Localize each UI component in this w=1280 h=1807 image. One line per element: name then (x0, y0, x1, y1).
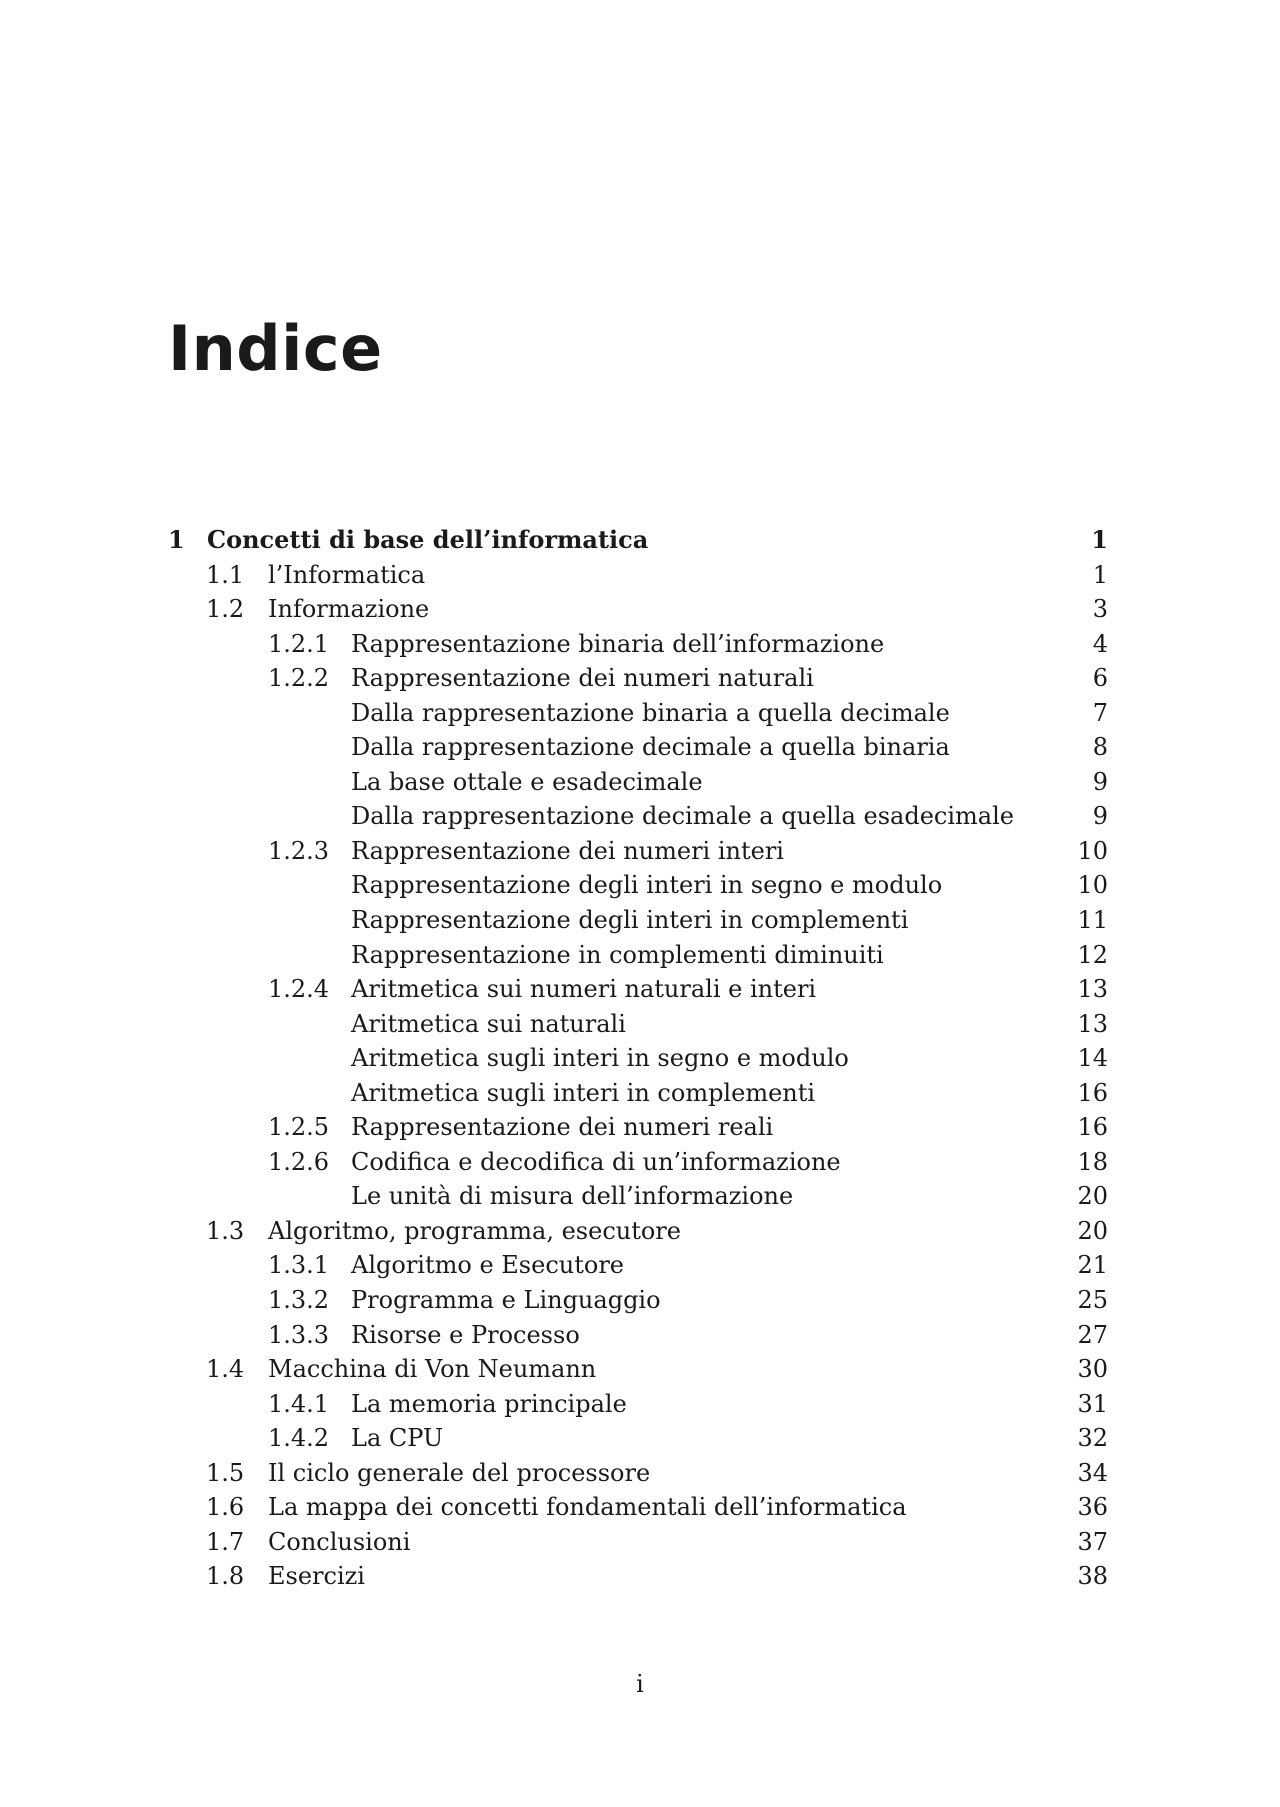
toc-entry-title: Rappresentazione binaria dell’informazione (351, 629, 885, 658)
toc-entry-section[interactable] (168, 1352, 1108, 1387)
toc-entry-title: Dalla rappresentazione decimale a quella esadecimale (351, 802, 1014, 831)
toc-entry-title: Informazione (268, 595, 430, 624)
toc-entry-page: 14 (1077, 1044, 1108, 1073)
toc-entry-page: 13 (1077, 1009, 1108, 1038)
page-number: i (636, 1670, 644, 1698)
toc-entry-page: 21 (1077, 1251, 1108, 1280)
toc-entry-number: 1.2.6 (268, 1147, 330, 1176)
toc-entry-page: 11 (1077, 906, 1108, 935)
toc-entry-paragraph[interactable] (168, 903, 1108, 938)
toc-entry-title: Rappresentazione dei numeri interi (351, 836, 784, 865)
toc-entry-subsection[interactable] (168, 834, 1108, 869)
toc-entry-number: 1.1 (206, 560, 245, 589)
page-title: Indice (168, 312, 383, 385)
toc-entry-paragraph[interactable] (168, 1076, 1108, 1111)
toc-entry-title: Aritmetica sui naturali (351, 1009, 626, 1038)
toc-entry-title: Aritmetica sui numeri naturali e interi (351, 975, 817, 1004)
toc-entry-page: 7 (1092, 698, 1108, 727)
toc-entry-title: Le unità di misura dell’informazione (351, 1182, 794, 1211)
toc-entry-title: Rappresentazione dei numeri reali (351, 1113, 774, 1142)
toc-entry-number: 1.2.5 (268, 1113, 330, 1142)
toc-entry-page: 37 (1077, 1527, 1108, 1556)
toc-entry-title: Risorse e Processo (351, 1320, 580, 1349)
toc-entry-paragraph[interactable] (168, 1179, 1108, 1214)
toc-entry-number: 1.3.1 (268, 1251, 330, 1280)
toc-entry-number: 1.3 (206, 1216, 245, 1245)
toc-entry-number: 1.3.3 (268, 1320, 330, 1349)
toc-entry-page: 1 (1092, 560, 1108, 589)
toc-entry-page: 1 (1091, 525, 1108, 554)
toc-entry-section[interactable] (168, 1490, 1108, 1525)
toc-entry-page: 27 (1077, 1320, 1108, 1349)
toc-entry-title: Macchina di Von Neumann (268, 1355, 597, 1384)
toc-entry-page: 25 (1077, 1286, 1108, 1315)
toc-entry-subsection[interactable] (168, 1283, 1108, 1318)
toc-entry-title: Dalla rappresentazione binaria a quella decimale (351, 698, 950, 727)
toc-entry-title: Programma e Linguaggio (351, 1286, 661, 1315)
toc-entry-number: 1.5 (206, 1458, 245, 1487)
toc-entry-subsection[interactable] (168, 1248, 1108, 1283)
toc-entry-number: 1.2.1 (268, 629, 330, 658)
toc-entry-paragraph[interactable] (168, 868, 1108, 903)
table-of-contents (168, 523, 1108, 1594)
toc-entry-subsection[interactable] (168, 1145, 1108, 1180)
toc-entry-page: 31 (1077, 1389, 1108, 1418)
toc-entry-page: 9 (1092, 767, 1108, 796)
toc-entry-paragraph[interactable] (168, 1007, 1108, 1042)
toc-entry-page: 32 (1077, 1424, 1108, 1453)
toc-entry-page: 12 (1077, 940, 1108, 969)
toc-entry-title: Algoritmo e Esecutore (351, 1251, 624, 1280)
toc-entry-number: 1 (168, 525, 185, 554)
toc-entry-title: La CPU (351, 1424, 444, 1453)
toc-entry-section[interactable] (168, 1525, 1108, 1560)
toc-entry-title: La mappa dei concetti fondamentali dell’informatica (268, 1493, 907, 1522)
toc-entry-page: 4 (1092, 629, 1108, 658)
toc-entry-page: 16 (1077, 1113, 1108, 1142)
toc-entry-paragraph[interactable] (168, 799, 1108, 834)
toc-entry-section[interactable] (168, 1456, 1108, 1491)
toc-entry-subsection[interactable] (168, 1387, 1108, 1422)
toc-entry-title: Algoritmo, programma, esecutore (268, 1216, 681, 1245)
toc-entry-number: 1.4 (206, 1355, 245, 1384)
toc-entry-number: 1.2 (206, 595, 245, 624)
toc-entry-subsection[interactable] (168, 1421, 1108, 1456)
toc-entry-section[interactable] (168, 1559, 1108, 1594)
toc-entry-page: 34 (1077, 1458, 1108, 1487)
toc-entry-subsection[interactable] (168, 661, 1108, 696)
toc-entry-title: Aritmetica sugli interi in segno e modulo (351, 1044, 849, 1073)
toc-entry-chapter[interactable] (168, 523, 1108, 558)
toc-entry-page: 10 (1077, 871, 1108, 900)
toc-entry-title: Rappresentazione in complementi diminuiti (351, 940, 884, 969)
toc-entry-title: La memoria principale (351, 1389, 627, 1418)
toc-entry-page: 3 (1092, 595, 1108, 624)
toc-entry-number: 1.4.2 (268, 1424, 330, 1453)
toc-entry-subsection[interactable] (168, 972, 1108, 1007)
toc-entry-title: Il ciclo generale del processore (268, 1458, 651, 1487)
toc-entry-number: 1.2.2 (268, 664, 330, 693)
toc-entry-title: Esercizi (268, 1562, 365, 1591)
toc-entry-page: 10 (1077, 836, 1108, 865)
toc-entry-section[interactable] (168, 1214, 1108, 1249)
toc-entry-title: La base ottale e esadecimale (351, 767, 703, 796)
toc-entry-page: 6 (1092, 664, 1108, 693)
toc-entry-paragraph[interactable] (168, 730, 1108, 765)
toc-entry-page: 9 (1092, 802, 1108, 831)
toc-entry-number: 1.3.2 (268, 1286, 330, 1315)
toc-entry-subsection[interactable] (168, 1110, 1108, 1145)
toc-entry-title: Rappresentazione degli interi in complementi (351, 906, 909, 935)
toc-entry-title: Codifica e decodifica di un’informazione (351, 1147, 841, 1176)
toc-entry-page: 36 (1077, 1493, 1108, 1522)
toc-entry-title: l’Informatica (268, 560, 426, 589)
toc-entry-page: 18 (1077, 1147, 1108, 1176)
toc-entry-number: 1.7 (206, 1527, 245, 1556)
toc-entry-subsection[interactable] (168, 627, 1108, 662)
toc-entry-subsection[interactable] (168, 1318, 1108, 1353)
toc-entry-title: Concetti di base dell’informatica (207, 525, 649, 554)
toc-entry-number: 1.6 (206, 1493, 245, 1522)
toc-entry-page: 20 (1077, 1216, 1108, 1245)
toc-entry-number: 1.4.1 (268, 1389, 330, 1418)
toc-entry-page: 13 (1077, 975, 1108, 1004)
toc-entry-page: 20 (1077, 1182, 1108, 1211)
toc-entry-title: Rappresentazione degli interi in segno e modulo (351, 871, 943, 900)
toc-entry-number: 1.2.4 (268, 975, 330, 1004)
toc-entry-paragraph[interactable] (168, 765, 1108, 800)
toc-entry-number: 1.2.3 (268, 836, 330, 865)
toc-entry-section[interactable] (168, 592, 1108, 627)
toc-entry-page: 8 (1092, 733, 1108, 762)
toc-entry-title: Conclusioni (268, 1527, 411, 1556)
toc-entry-title: Dalla rappresentazione decimale a quella binaria (351, 733, 950, 762)
toc-entry-page: 16 (1077, 1078, 1108, 1107)
toc-entry-number: 1.8 (206, 1562, 245, 1591)
toc-entry-page: 38 (1077, 1562, 1108, 1591)
toc-entry-page: 30 (1077, 1355, 1108, 1384)
toc-entry-title: Aritmetica sugli interi in complementi (351, 1078, 816, 1107)
toc-entry-paragraph[interactable] (168, 1041, 1108, 1076)
toc-entry-paragraph[interactable] (168, 938, 1108, 973)
toc-entry-section[interactable] (168, 558, 1108, 593)
toc-entry-title: Rappresentazione dei numeri naturali (351, 664, 814, 693)
toc-entry-paragraph[interactable] (168, 696, 1108, 731)
